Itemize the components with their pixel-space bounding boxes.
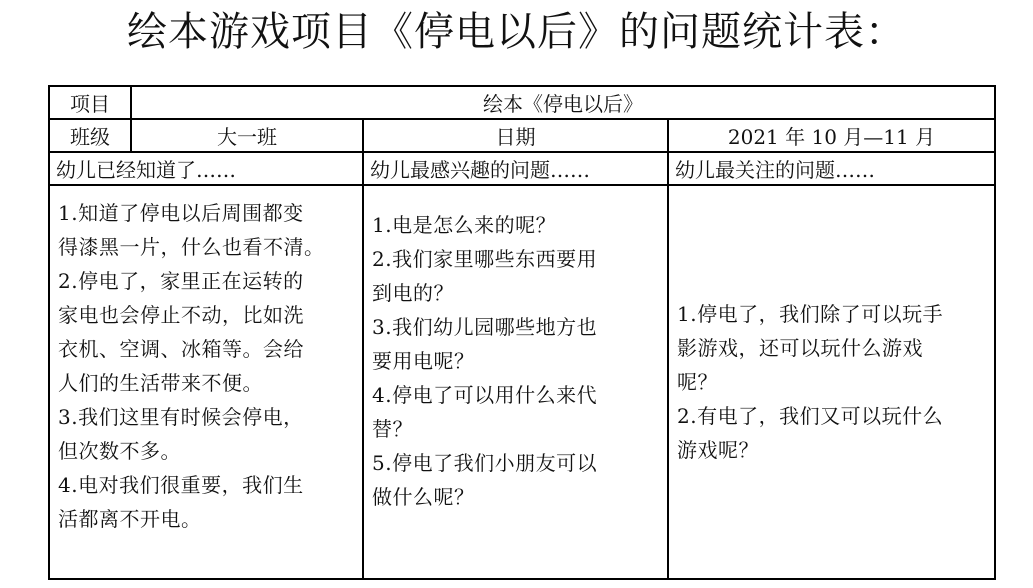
project-label: 项目: [49, 86, 131, 119]
known-line: 得漆黑一片，什么也看不清。: [58, 235, 325, 259]
concerns-header: 幼儿最关注的问题……: [668, 152, 995, 185]
known-line: 衣机、空调、冰箱等。会给: [58, 337, 304, 361]
interest-line: 2.我们家里哪些东西要用: [372, 247, 598, 271]
concern-line: 2.有电了，我们又可以玩什么: [677, 404, 944, 428]
class-date-row: [49, 119, 995, 152]
concern-line: 呢？: [677, 370, 718, 394]
known-line: 人们的生活带来不便。: [58, 371, 263, 395]
interest-line: 1.电是怎么来的呢？: [372, 213, 557, 237]
page-title: 绘本游戏项目《停电以后》的问题统计表：: [127, 9, 906, 55]
interest-line: 替？: [372, 417, 413, 441]
known-line: 活都离不开电。: [58, 507, 202, 531]
date-value: 2021 年 10 月—11 月: [668, 119, 995, 152]
known-line: 但次数不多。: [58, 439, 181, 463]
concern-line: 影游戏，还可以玩什么游戏: [677, 336, 923, 360]
content-row: [49, 185, 995, 579]
interests-header: 幼儿最感兴趣的问题……: [363, 152, 668, 185]
interest-line: 5.停电了我们小朋友可以: [372, 451, 598, 475]
class-value: 大一班: [131, 119, 363, 152]
class-label: 班级: [49, 119, 131, 152]
known-line: 1.知道了停电以后周围都变: [58, 201, 304, 225]
interest-line: 要用电呢？: [372, 349, 475, 373]
known-line: 家电也会停止不动，比如洗: [58, 303, 304, 327]
concern-line: 1.停电了，我们除了可以玩手: [677, 302, 944, 326]
category-header-row: [49, 152, 995, 185]
known-cell: [49, 185, 363, 579]
statistics-table: [48, 85, 996, 580]
project-value: 绘本《停电以后》: [131, 86, 995, 119]
concerns-cell: [668, 185, 995, 579]
known-line: 3.我们这里有时候会停电，: [58, 405, 304, 429]
known-line: 4.电对我们很重要，我们生: [58, 473, 304, 497]
interest-line: 做什么呢？: [372, 485, 475, 509]
interests-cell: [363, 185, 668, 579]
concern-line: 游戏呢？: [677, 438, 759, 462]
interest-line: 3.我们幼儿园哪些地方也: [372, 315, 598, 339]
project-row: [49, 86, 995, 119]
known-line: 2.停电了，家里正在运转的: [58, 269, 304, 293]
interest-line: 4.停电了可以用什么来代: [372, 383, 598, 407]
known-header: 幼儿已经知道了……: [49, 152, 363, 185]
date-label: 日期: [363, 119, 668, 152]
interest-line: 到电的？: [372, 281, 454, 305]
